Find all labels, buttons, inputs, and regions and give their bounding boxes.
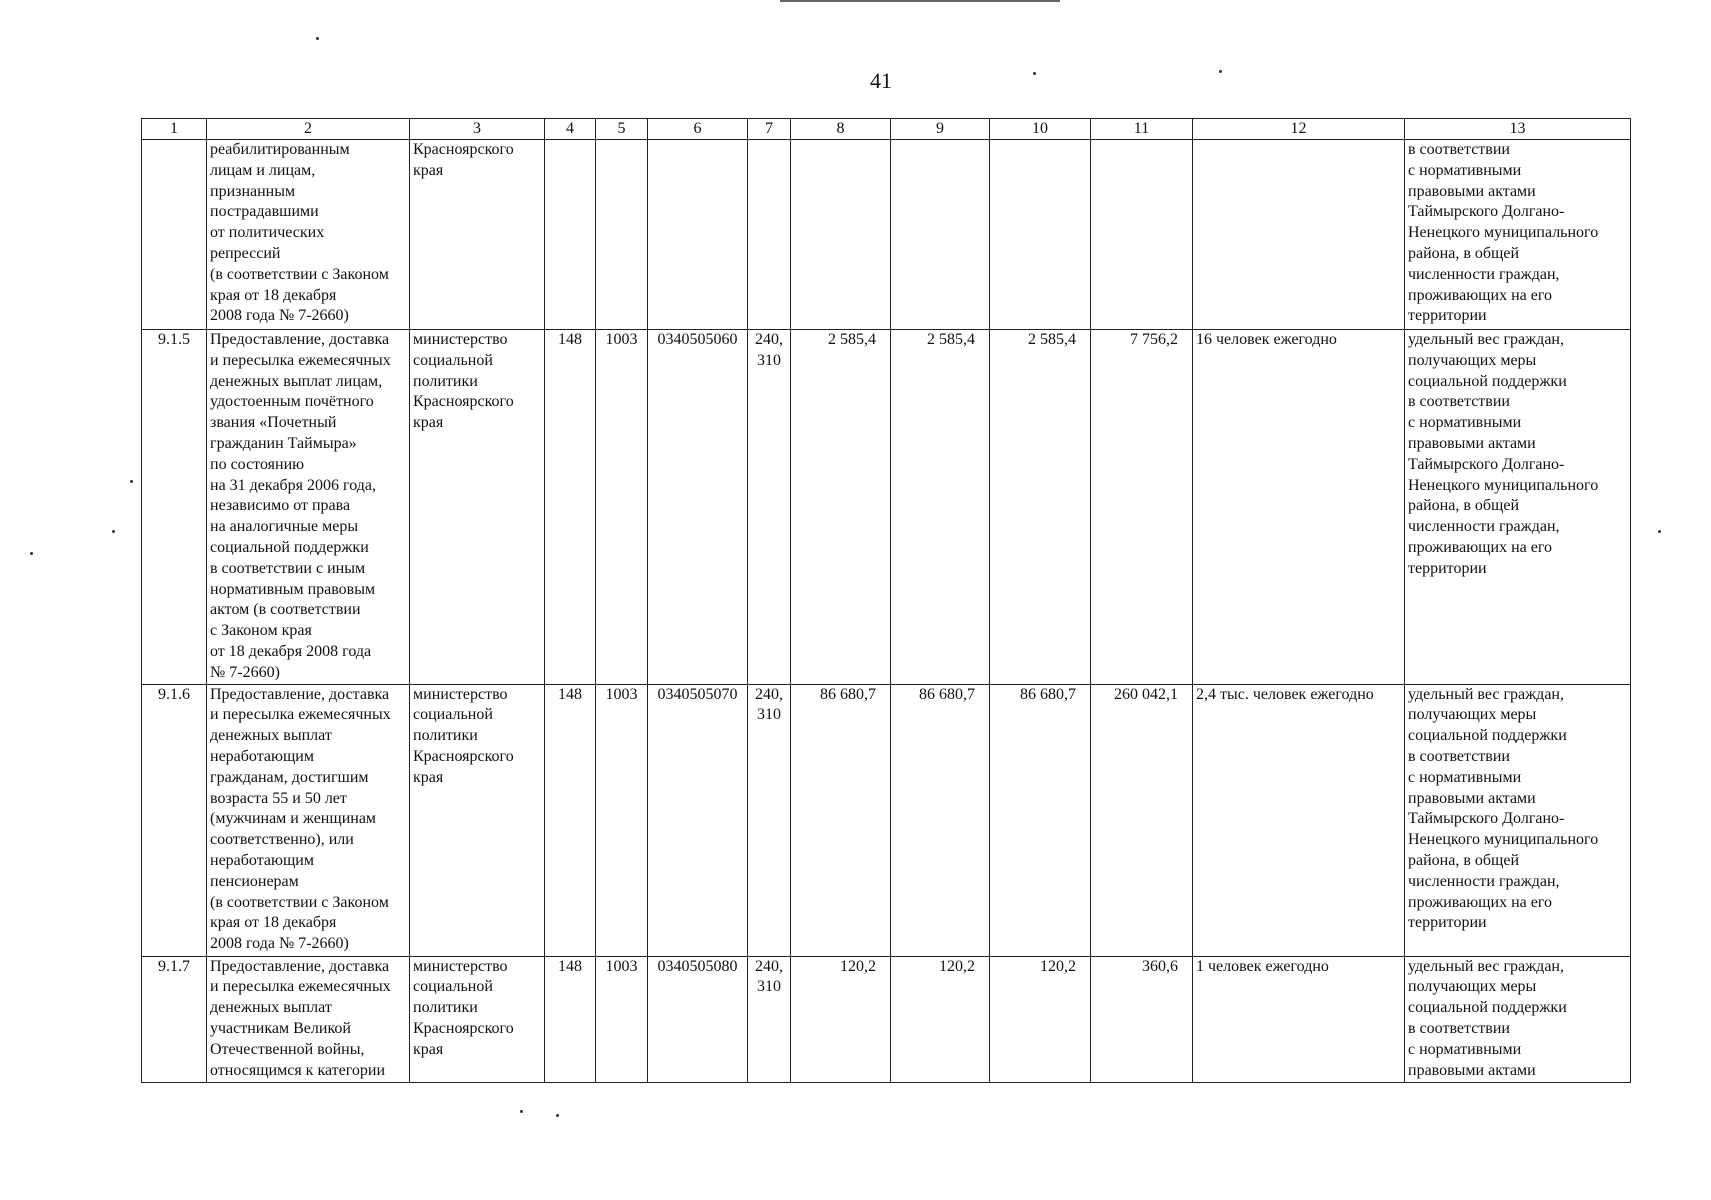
cell-executor: Красноярского края: [410, 140, 545, 330]
cell-col10: 86 680,7: [990, 684, 1091, 956]
scan-speck: [520, 1110, 523, 1113]
cell-col8: 120,2: [791, 956, 891, 1082]
column-number: 5: [596, 119, 648, 140]
cell-result: 16 человек ежегодно: [1193, 330, 1405, 685]
column-number: 11: [1091, 119, 1193, 140]
cell-col5: [596, 140, 648, 330]
scan-speck: [30, 552, 33, 555]
column-number: 12: [1193, 119, 1405, 140]
cell-item-number: 9.1.5: [142, 330, 207, 685]
cell-col10: [990, 140, 1091, 330]
scan-speck: [130, 480, 133, 483]
cell-result: 2,4 тыс. человек ежегодно: [1193, 684, 1405, 956]
scan-speck: [1033, 72, 1036, 75]
table-row: [142, 956, 1631, 1082]
cell-indicator: удельный вес граждан, получающих меры социальной поддержки в соответствии с нормативными правовыми актами Таймырского Долгано- Ненецкого муниципального района, в общей численности граждан, проживающих на его территории: [1405, 684, 1631, 956]
cell-item-number: 9.1.7: [142, 956, 207, 1082]
column-number-row: [142, 119, 1631, 140]
cell-col7: 240, 310: [748, 956, 791, 1082]
cell-col8: [791, 140, 891, 330]
page-number: 41: [870, 68, 892, 93]
cell-col11: 360,6: [1091, 956, 1193, 1082]
cell-indicator: в соответствии с нормативными правовыми актами Таймырского Долгано- Ненецкого муниципального района, в общей численности граждан, проживающих на его территории: [1405, 140, 1631, 330]
cell-col11: [1091, 140, 1193, 330]
cell-col5: 1003: [596, 956, 648, 1082]
column-number: 10: [990, 119, 1091, 140]
cell-measure-name: Предоставление, доставка и пересылка ежемесячных денежных выплат лицам, удостоенным почётного звания «Почетный гражданин Таймыра» по состоянию на 31 декабря 2006 года, независимо от права на аналогичные меры социальной поддержки в соответствии с иным нормативным правовым актом (в соответствии с Законом края от 18 декабря 2008 года № 7-2660): [207, 330, 410, 685]
scan-speck: [316, 37, 319, 40]
cell-indicator: удельный вес граждан, получающих меры социальной поддержки в соответствии с нормативными правовыми актами: [1405, 956, 1631, 1082]
table-row-continuation: [142, 140, 1631, 330]
scan-artifact-top: [780, 0, 1060, 2]
cell-col5: 1003: [596, 684, 648, 956]
column-number: 7: [748, 119, 791, 140]
cell-item-number: [142, 140, 207, 330]
cell-col9: 2 585,4: [891, 330, 990, 685]
cell-measure-name: реабилитированным лицам и лицам, признанным пострадавшими от политических репрессий (в соответствии с Законом края от 18 декабря 2008 года № 7-2660): [207, 140, 410, 330]
cell-col4: 148: [545, 330, 596, 685]
program-table: [141, 118, 1631, 1083]
cell-col10: 120,2: [990, 956, 1091, 1082]
column-number: 4: [545, 119, 596, 140]
cell-col6: 0340505070: [648, 684, 748, 956]
cell-item-number: 9.1.6: [142, 684, 207, 956]
cell-col6: 0340505060: [648, 330, 748, 685]
cell-result: 1 человек ежегодно: [1193, 956, 1405, 1082]
cell-col4: 148: [545, 684, 596, 956]
cell-col10: 2 585,4: [990, 330, 1091, 685]
scan-speck: [1658, 530, 1661, 533]
cell-executor: министерство социальной политики Красноярского края: [410, 684, 545, 956]
column-number: 9: [891, 119, 990, 140]
cell-col6: 0340505080: [648, 956, 748, 1082]
cell-col11: 260 042,1: [1091, 684, 1193, 956]
column-number: 8: [791, 119, 891, 140]
scan-speck: [556, 1114, 559, 1117]
cell-col7: [748, 140, 791, 330]
column-number: 13: [1405, 119, 1631, 140]
column-number: 3: [410, 119, 545, 140]
cell-col9: 86 680,7: [891, 684, 990, 956]
column-number: 6: [648, 119, 748, 140]
scan-speck: [112, 530, 115, 533]
cell-col8: 2 585,4: [791, 330, 891, 685]
cell-col11: 7 756,2: [1091, 330, 1193, 685]
cell-measure-name: Предоставление, доставка и пересылка ежемесячных денежных выплат неработающим гражданам, достигшим возраста 55 и 50 лет (мужчинам и женщинам соответственно), или неработающим пенсионерам (в соответствии с Законом края от 18 декабря 2008 года № 7-2660): [207, 684, 410, 956]
cell-col8: 86 680,7: [791, 684, 891, 956]
cell-executor: министерство социальной политики Красноярского края: [410, 956, 545, 1082]
table-row: [142, 330, 1631, 685]
column-number: 1: [142, 119, 207, 140]
cell-col7: 240, 310: [748, 684, 791, 956]
cell-col4: 148: [545, 956, 596, 1082]
cell-result: [1193, 140, 1405, 330]
cell-col7: 240, 310: [748, 330, 791, 685]
table-row: [142, 684, 1631, 956]
cell-measure-name: Предоставление, доставка и пересылка ежемесячных денежных выплат участникам Великой Отечественной войны, относящимся к категории: [207, 956, 410, 1082]
cell-col6: [648, 140, 748, 330]
cell-executor: министерство социальной политики Красноярского края: [410, 330, 545, 685]
cell-col4: [545, 140, 596, 330]
cell-col9: [891, 140, 990, 330]
cell-col5: 1003: [596, 330, 648, 685]
cell-col9: 120,2: [891, 956, 990, 1082]
scan-speck: [1219, 70, 1222, 73]
column-number: 2: [207, 119, 410, 140]
cell-indicator: удельный вес граждан, получающих меры социальной поддержки в соответствии с нормативными правовыми актами Таймырского Долгано- Ненецкого муниципального района, в общей численности граждан, проживающих на его территории: [1405, 330, 1631, 685]
